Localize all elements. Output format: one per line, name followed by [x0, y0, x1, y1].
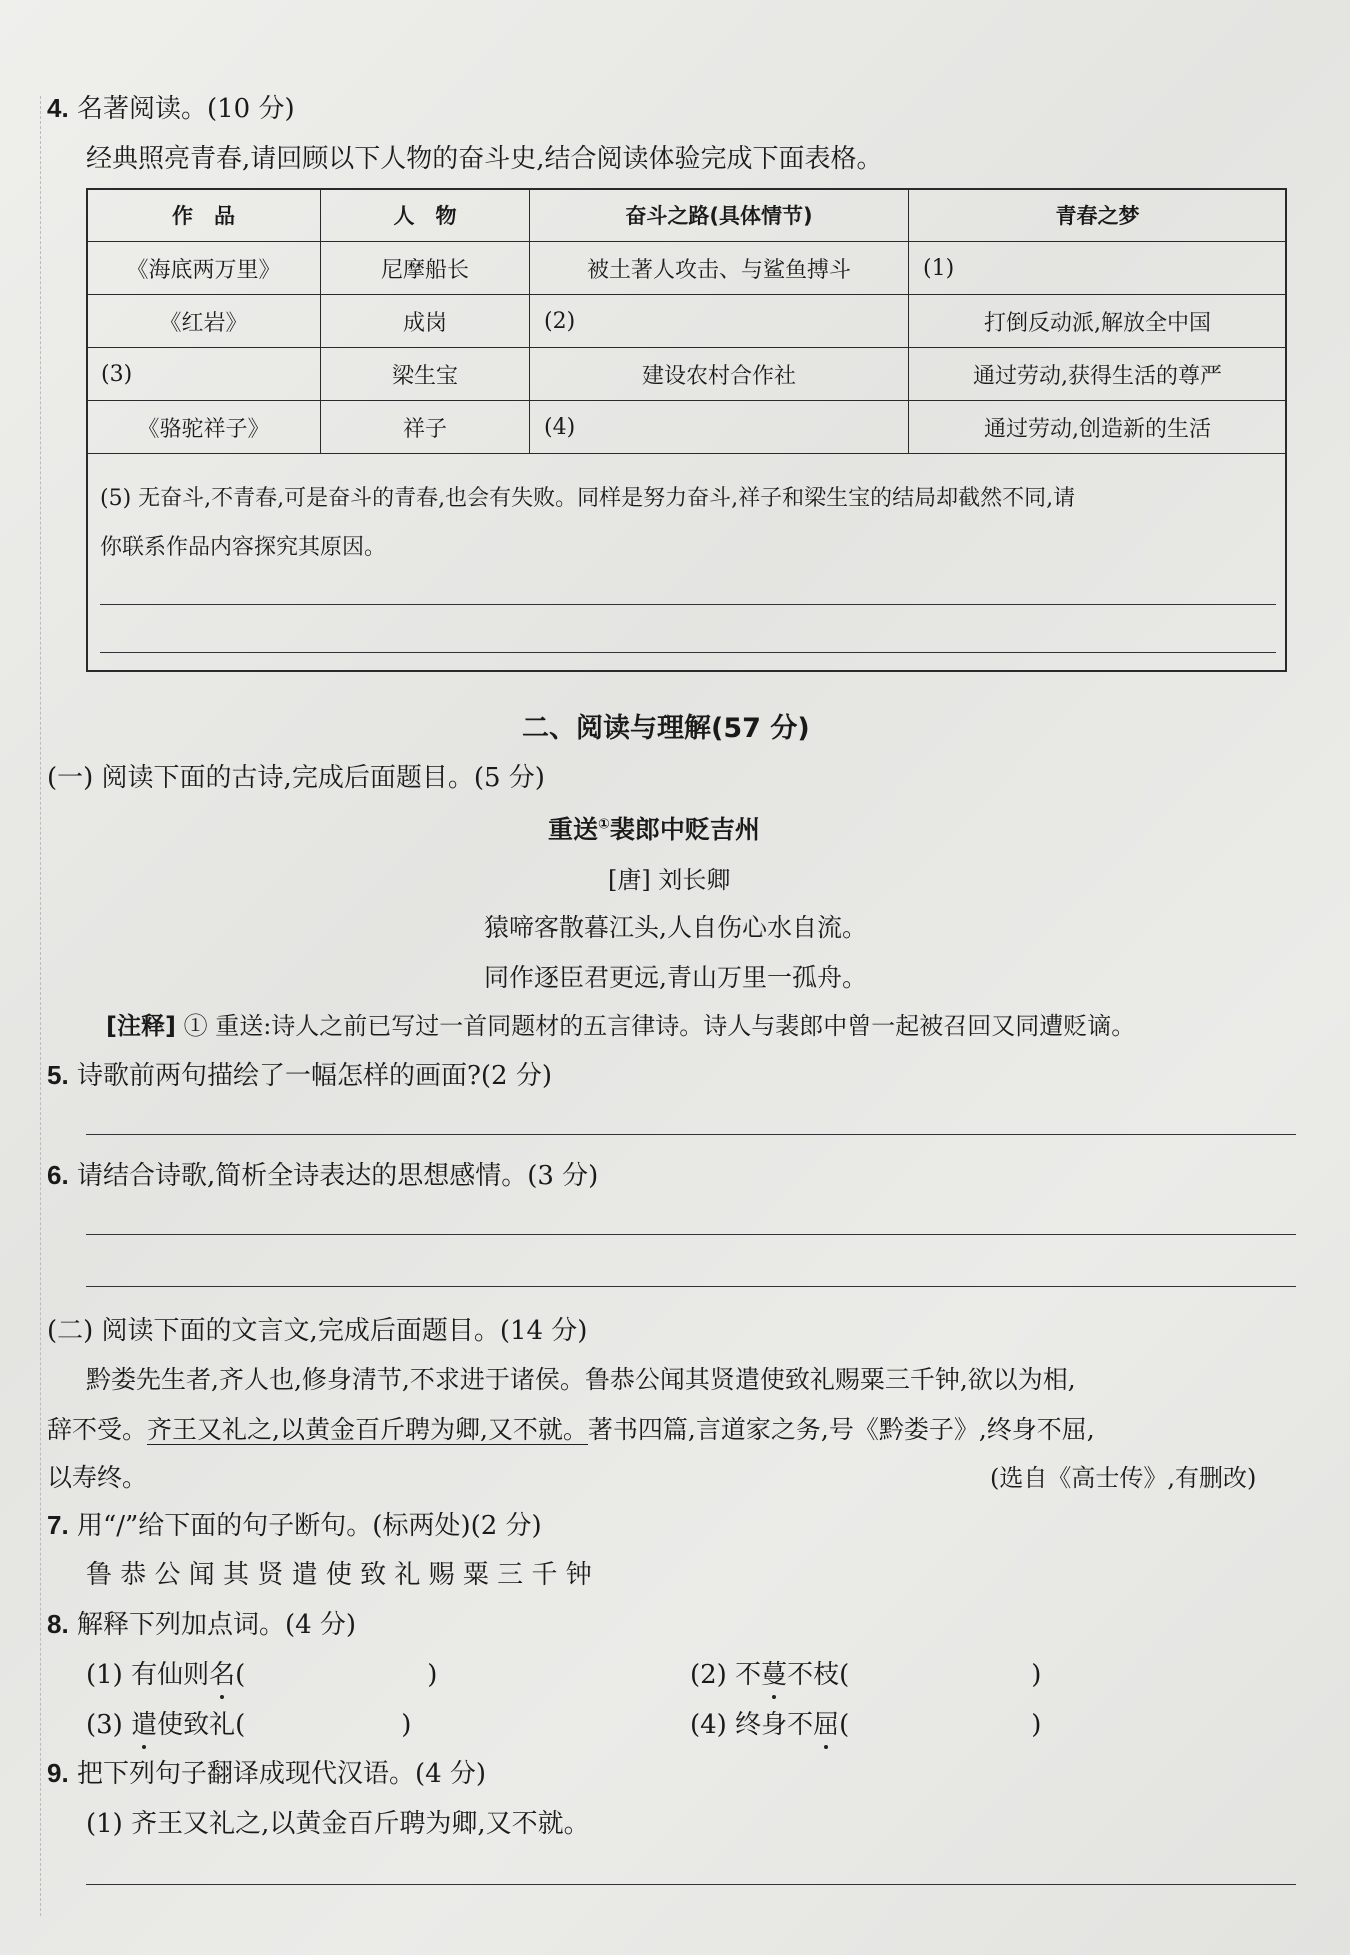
passage-line-3: 以寿终。	[47, 1463, 148, 1492]
q4-intro: 经典照亮青春,请回顾以下人物的奋斗史,结合阅读体验完成下面表格。	[86, 144, 883, 174]
q8-dotted-word: 遣	[131, 1704, 157, 1741]
q9-text: 把下列句子翻译成现代汉语。(4 分)	[76, 1759, 487, 1789]
table-frame	[86, 188, 1287, 672]
q6-number: 6.	[47, 1160, 69, 1190]
q8-answer-blank[interactable]: 不枝( )	[787, 1660, 1042, 1690]
q4-sub5-line1: (5) 无奋斗,不青春,可是奋斗的青春,也会有失败。同样是努力奋斗,祥子和梁生宝的结局却截然不同,请	[100, 486, 1076, 511]
cell-work: 《海底两万里》	[87, 242, 321, 295]
cell-struggle-blank[interactable]: (4)	[530, 401, 909, 454]
poem-author: [唐] 刘长卿	[608, 866, 731, 894]
q8-item-2	[690, 1654, 1041, 1691]
cell-character: 祥子	[321, 401, 530, 454]
q6-answer-line-1[interactable]	[86, 1234, 1296, 1235]
q8	[47, 1604, 356, 1641]
q8-item-prefix: (2) 不	[690, 1660, 762, 1690]
q8-dotted-word: 屈	[813, 1704, 839, 1741]
poem-note	[106, 1006, 1135, 1041]
q9-number: 9.	[47, 1758, 69, 1788]
header-dream: 青春之梦	[909, 189, 1287, 242]
header-character: 人 物	[321, 189, 530, 242]
q4-number: 4.	[47, 93, 69, 123]
cell-work: 《骆驼祥子》	[87, 401, 321, 454]
q6-answer-line-2[interactable]	[86, 1286, 1296, 1287]
part1-intro: (一) 阅读下面的古诗,完成后面题目。(5 分)	[47, 763, 545, 793]
poem-title-b: 裴郎中贬吉州	[609, 815, 760, 844]
q8-item-3	[86, 1704, 411, 1741]
q5	[47, 1055, 552, 1092]
passage-underlined-sentence: 齐王又礼之,以黄金百斤聘为卿,又不就。	[147, 1415, 588, 1444]
cell-work: 《红岩》	[87, 295, 321, 348]
cell-character: 梁生宝	[321, 348, 530, 401]
header-struggle: 奋斗之路(具体情节)	[530, 189, 909, 242]
q7-sentence: 鲁 恭 公 闻 其 贤 遣 使 致 礼 赐 粟 三 千 钟	[86, 1560, 592, 1590]
q8-dotted-word: 蔓	[761, 1654, 787, 1691]
passage-line-2	[47, 1410, 1095, 1446]
q8-answer-blank[interactable]: ( )	[235, 1660, 438, 1690]
header-work: 作 品	[87, 189, 321, 242]
poem-title-a: 重送	[548, 815, 599, 844]
note-text: ① 重送:诗人之前已写过一首同题材的五言律诗。诗人与裴郎中曾一起被召回又同遭贬谪。	[183, 1012, 1136, 1040]
q8-item-4	[690, 1704, 1041, 1741]
cell-struggle-blank[interactable]: (2)	[530, 295, 909, 348]
q5-number: 5.	[47, 1060, 69, 1090]
poem-line-1: 猿啼客散暮江头,人自伤心水自流。	[484, 913, 867, 942]
q8-text: 解释下列加点词。(4 分)	[76, 1610, 357, 1640]
q6	[47, 1155, 598, 1192]
q8-answer-blank[interactable]: 使致礼( )	[157, 1710, 412, 1740]
q4-answer-line-2[interactable]	[100, 652, 1276, 653]
cell-work-blank[interactable]: (3)	[87, 348, 321, 401]
cell-dream: 打倒反动派,解放全中国	[909, 295, 1287, 348]
q7-text: 用“/”给下面的句子断句。(标两处)(2 分)	[76, 1511, 542, 1541]
cell-character: 成岗	[321, 295, 530, 348]
poem-line-2: 同作逐臣君更远,青山万里一孤舟。	[484, 963, 867, 992]
q8-item-1	[86, 1654, 437, 1691]
q4-title-text: 名著阅读。(10 分)	[76, 94, 295, 124]
q7-number: 7.	[47, 1510, 69, 1540]
passage-line-1: 黔娄先生者,齐人也,修身清节,不求进于诸侯。鲁恭公闻其贤遣使致礼赐粟三千钟,欲以为相,	[86, 1365, 1076, 1394]
q8-item-prefix: (3)	[86, 1710, 132, 1740]
q5-answer-line[interactable]	[86, 1134, 1296, 1135]
cell-struggle: 建设农村合作社	[530, 348, 909, 401]
q8-answer-blank[interactable]: ( )	[839, 1710, 1042, 1740]
passage-line2-b: 著书四篇,言道家之务,号《黔娄子》,终身不屈,	[587, 1415, 1095, 1444]
poem-title	[548, 810, 760, 846]
cell-character: 尼摩船长	[321, 242, 530, 295]
cell-dream: 通过劳动,创造新的生活	[909, 401, 1287, 454]
q4-answer-line-1[interactable]	[100, 604, 1276, 605]
passage-line2-a: 辞不受。	[47, 1415, 148, 1444]
q7	[47, 1505, 542, 1542]
q8-dotted-word: 名	[209, 1654, 235, 1691]
q9-item-1: (1) 齐王又礼之,以黄金百斤聘为卿,又不就。	[86, 1809, 590, 1839]
q8-item-prefix: (1) 有仙则	[86, 1660, 210, 1690]
q8-item-prefix: (4) 终身不	[690, 1710, 814, 1740]
page-edge-guide	[40, 96, 41, 1916]
note-label: [注释]	[106, 1012, 176, 1040]
passage-source: (选自《高士传》,有删改)	[990, 1464, 1257, 1492]
cell-dream-blank[interactable]: (1)	[909, 242, 1287, 295]
q9-answer-line[interactable]	[86, 1884, 1296, 1885]
part2-intro: (二) 阅读下面的文言文,完成后面题目。(14 分)	[47, 1316, 588, 1346]
q8-number: 8.	[47, 1609, 69, 1639]
cell-dream: 通过劳动,获得生活的尊严	[909, 348, 1287, 401]
section2-heading: 二、阅读与理解(57 分)	[522, 713, 810, 744]
q6-text: 请结合诗歌,简析全诗表达的思想感情。(3 分)	[76, 1161, 599, 1191]
q4-sub5-line2: 你联系作品内容探究其原因。	[100, 535, 387, 560]
q9	[47, 1753, 486, 1790]
q5-text: 诗歌前两句描绘了一幅怎样的画面?(2 分)	[76, 1061, 552, 1091]
q4-title	[47, 88, 295, 125]
poem-title-footnote: ①	[598, 816, 610, 833]
cell-struggle: 被土著人攻击、与鲨鱼搏斗	[530, 242, 909, 295]
